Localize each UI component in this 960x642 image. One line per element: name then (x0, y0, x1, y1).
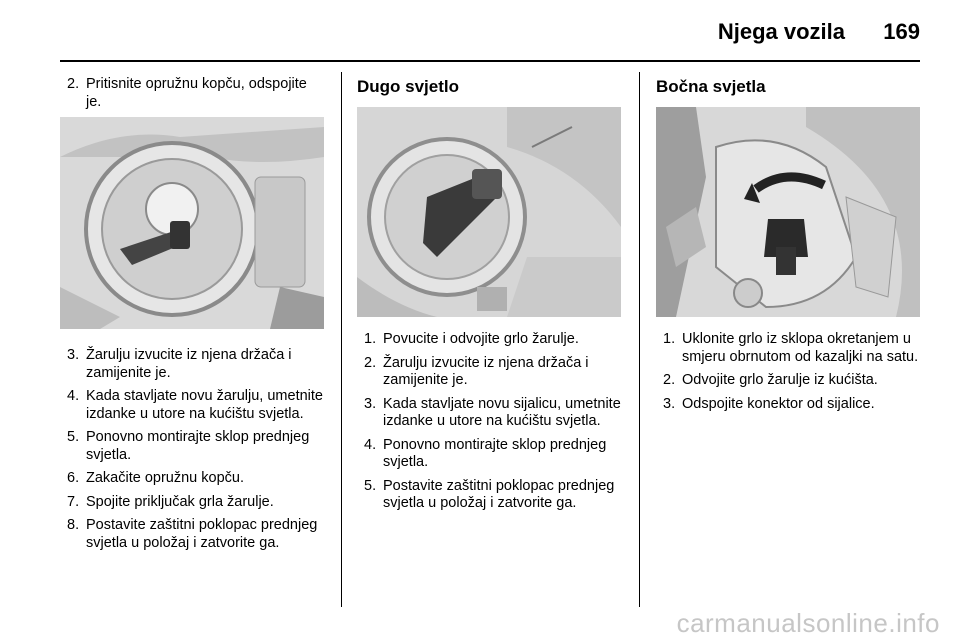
list-item: 2. Odvojite grlo žarulje iz kućišta. (663, 372, 878, 388)
list-item: 2. Žarulju izvucite iz njena držača i zamijenite je. (364, 354, 589, 388)
step-list (656, 331, 926, 413)
column-1 (60, 76, 326, 558)
headlamp-bulb-illustration (60, 117, 324, 329)
column-3 (656, 76, 926, 419)
column-divider (341, 72, 342, 607)
list-item: 1. Povucite i odvojite grlo žarulje. (364, 331, 579, 347)
list-item: 3. Odspojite konektor od sijalice. (663, 395, 875, 412)
list-item: 4. Ponovno montirajte sklop prednjeg svjetla. (364, 436, 607, 470)
list-item: 5. Ponovno montirajte sklop prednjeg svjetla. (67, 429, 310, 463)
side-light-socket-illustration (656, 107, 920, 317)
list-item: 4. Kada stavljate novu žarulju, umetnite izdanke u utore na kućištu svjetla. (67, 388, 323, 422)
list-item: 8. Postavite zaštitni poklopac prednjeg svjetla u položaj i zatvorite ga. (67, 517, 318, 551)
step-list (357, 331, 627, 513)
step-list (60, 347, 326, 552)
list-item: 3. Žarulju izvucite iz njena držača i zamijenite je. (67, 347, 292, 381)
column-2 (357, 76, 627, 519)
watermark: carmanualsonline.info (676, 608, 940, 638)
section-title: Njega vozila (717, 19, 845, 44)
section-heading: Bočna svjetla (656, 77, 766, 96)
list-item: 7. Spojite priključak grla žarulje. (67, 493, 274, 510)
intro-step-list (60, 76, 326, 111)
column-divider (639, 72, 640, 607)
section-heading: Dugo svjetlo (357, 77, 460, 96)
list-item: 5. Postavite zaštitni poklopac prednjeg svjetla u položaj i zatvorite ga. (364, 477, 615, 511)
list-item: 2. Pritisnite opružnu kopču, odspojite je. (67, 76, 307, 110)
list-item: 3. Kada stavljate novu sijalicu, umetnite izdanke u utore na kućištu svjetla. (364, 395, 621, 429)
high-beam-bulb-illustration (357, 107, 621, 317)
page-number: 169 (883, 19, 920, 44)
list-item: 1. Uklonite grlo iz sklopa okretanjem u smjeru obrnutom od kazaljki na satu. (663, 331, 919, 365)
header-divider (60, 60, 920, 62)
list-item: 6. Zakačite opružnu kopču. (67, 470, 244, 486)
